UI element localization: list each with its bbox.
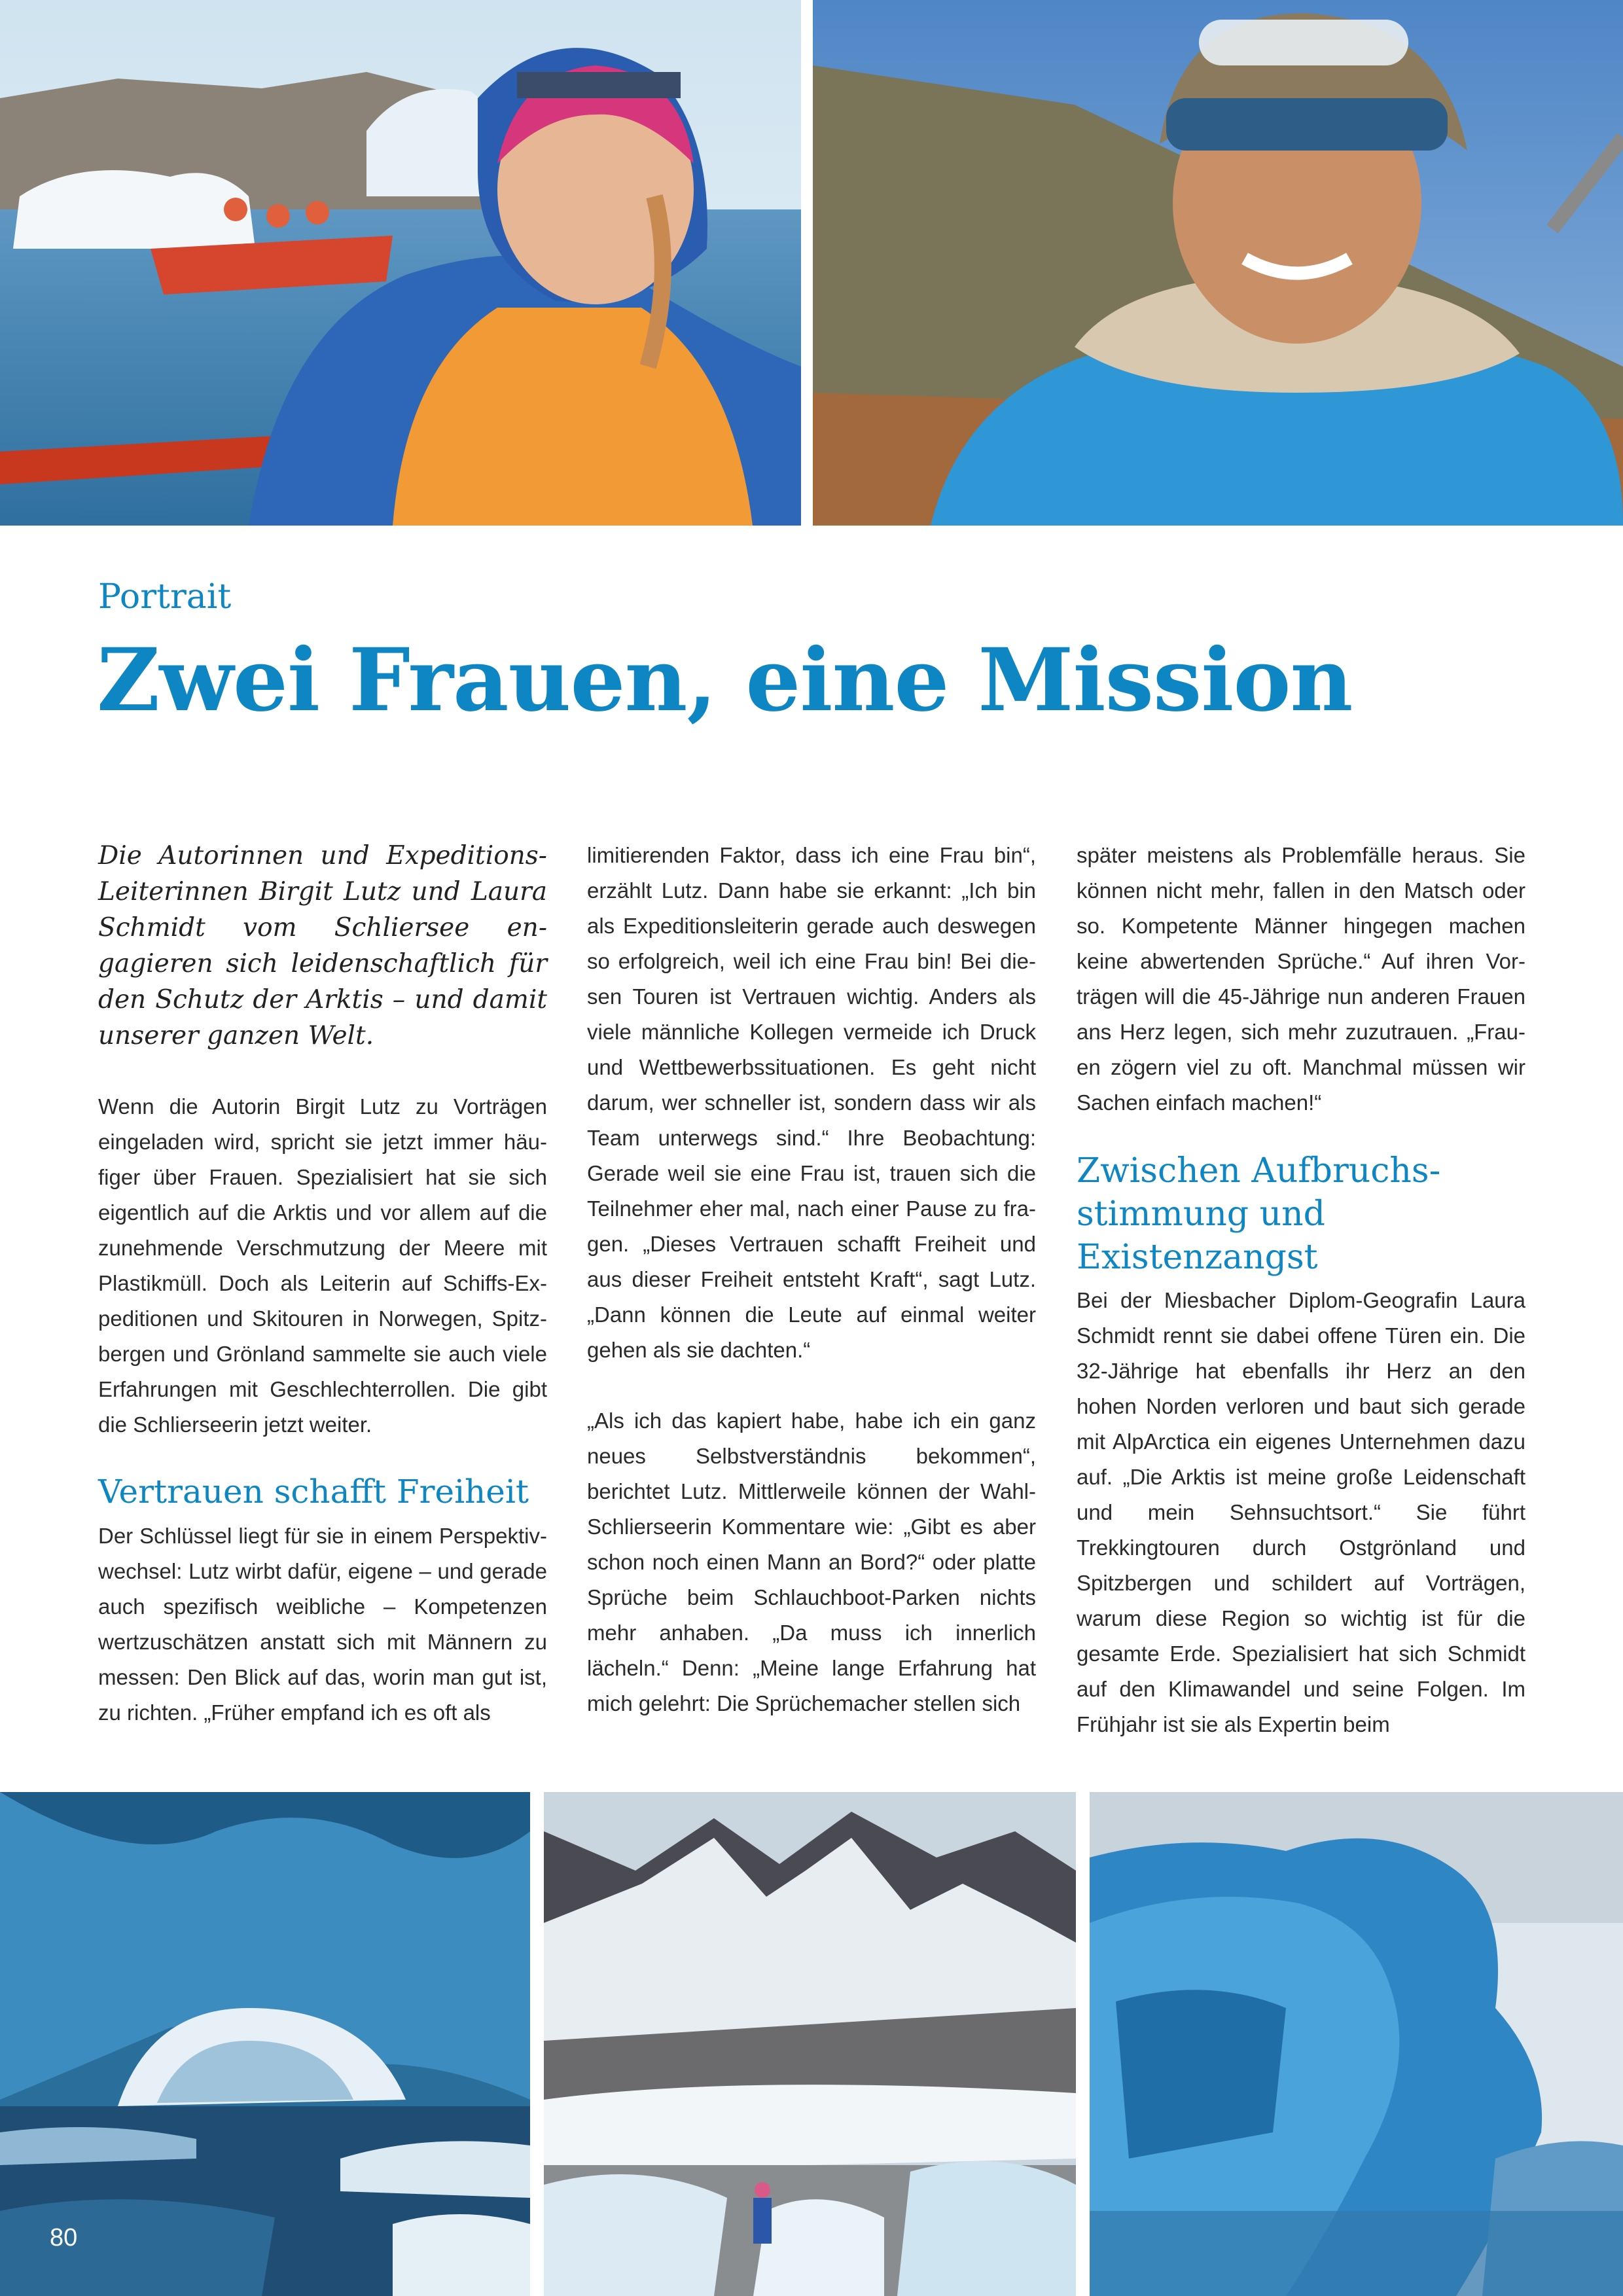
article-paragraph: Der Schlüssel liegt für sie in einem Perspektivwechsel: Lutz wirbt dafür, eigene – und gerade auch spezifisch weibliche – Kompetenzen wertzuschätzen anstatt sich mit Männern zu messen: Den Blick auf das, worin man gut ist, zu richten. „Früher empfand ich es oft als <box>98 1524 547 1725</box>
subheading-zwischen: Zwischen Aufbruchsstimmung und Existenzangst <box>1077 1151 1441 1277</box>
article-column-2 <box>587 838 1036 1721</box>
photo-mountains-ice-illustration <box>544 1792 1076 2296</box>
photo-blue-iceberg-illustration <box>1090 1792 1623 2296</box>
photo-blue-iceberg <box>1090 1792 1623 2296</box>
article-paragraph: limitierenden Faktor, dass ich eine Frau bin“, erzählt Lutz. Dann habe sie erkannt: „Ich bin als Expeditionsleiterin gerade auch deswegen so erfolgreich, weil ich eine Frau bin! Bei diesen Touren ist Vertrauen wichtig. Anders als viele männliche Kollegen vermeide ich Druck und Wettbewerbssituationen. Es geht nicht darum, wer schneller ist, sondern dass wir als Team unterwegs sind.“ Ihre Beobachtung: Gerade weil sie eine Frau ist, trauen sich die Teilnehmer eher mal, nach einer Pause zu fragen. „Dieses Vertrauen schafft Freiheit und aus dieser Freiheit entsteht Kraft“, sagt Lutz. „Dann können die Leute auf einmal weiter gehen als sie dachten.“ <box>587 843 1036 1362</box>
page-title: Zwei Frauen, eine Mission <box>97 630 1353 731</box>
photo-ice-arch-illustration <box>0 1792 530 2296</box>
photo-ice-arch <box>0 1792 530 2296</box>
photo-woman-smiling <box>813 0 1623 526</box>
photo-woman-on-boat <box>0 0 801 526</box>
section-kicker: Portrait <box>98 577 232 617</box>
article-paragraph: Bei der Miesbacher Diplom-Geografin Laura Schmidt rennt sie dabei offene Türen ein. Die 32-Jährige hat ebenfalls ihr Herz an den hohen Norden verloren und baut sich gerade mit AlpArctica ein eigenes Unternehmen dazu auf. „Die Arktis ist meine große Leidenschaft und mein Sehnsuchtsort.“ Sie führt Trekkingtouren durch Ostgrönland und Spitzbergen und schildert auf Vorträgen, warum diese Region so wichtig ist für die gesamte Erde. Spezialisiert hat sich Schmidt auf den Klimawandel und seine Folgen. Im Frühjahr ist sie als Expertin beim <box>1077 1288 1525 1736</box>
article-paragraph: später meistens als Problemfälle heraus. Sie können nicht mehr, fallen in den Matsch oder so. Kompetente Männer hingegen machen keine abwertenden Sprüche.“ Auf ihren Vorträgen will die 45-Jährige nun anderen Frauen ans Herz legen, sich mehr zuzutrauen. „Frauen zögern viel zu oft. Manchmal müssen wir Sachen einfach machen!“ <box>1077 843 1525 1115</box>
page-number: 80 <box>50 2224 78 2251</box>
photo-woman-on-boat-illustration <box>0 0 801 526</box>
article-paragraph: „Als ich das kapiert habe, habe ich ein ganz neues Selbstverständnis bekommen“, berichtet Lutz. Mittlerweile können der Wahl-Schlierseerin Kommentare wie: „Gibt es aber schon noch einen Mann an Bord?“ oder platte Sprüche beim Schlauchboot-Parken nichts mehr anhaben. „Da muss ich innerlich lächeln.“ Denn: „Meine lange Erfahrung hat mich gelehrt: Die Sprüchemacher stellen sich <box>587 1408 1036 1715</box>
article-lead: Die Autorinnen und Expeditions-Leiterinnen Birgit Lutz und Laura Schmidt vom Schliersee engagieren sich leidenschaftlich für den Schutz der Arktis – und damit unserer ganzen Welt. <box>98 841 547 1050</box>
photo-mountains-ice <box>544 1792 1076 2296</box>
subheading-vertrauen: Vertrauen schafft Freiheit <box>98 1473 529 1511</box>
article-column-3 <box>1077 838 1525 1742</box>
article-paragraph: Wenn die Autorin Birgit Lutz zu Vorträgen eingeladen wird, spricht sie jetzt immer häufiger über Frauen. Spezialisiert hat sie sich eigentlich auf die Arktis und vor allem auf die zunehmende Verschmutzung der Meere mit Plastikmüll. Doch als Leiterin auf Schiffs-Expeditionen und Skitouren in Norwegen, Spitzbergen und Grönland sammelte sie auch viele Erfahrungen mit Geschlechterrollen. Die gibt die Schlierseerin jetzt weiter. <box>98 1094 547 1437</box>
photo-woman-smiling-illustration <box>813 0 1623 526</box>
article-column-1 <box>98 838 547 1731</box>
